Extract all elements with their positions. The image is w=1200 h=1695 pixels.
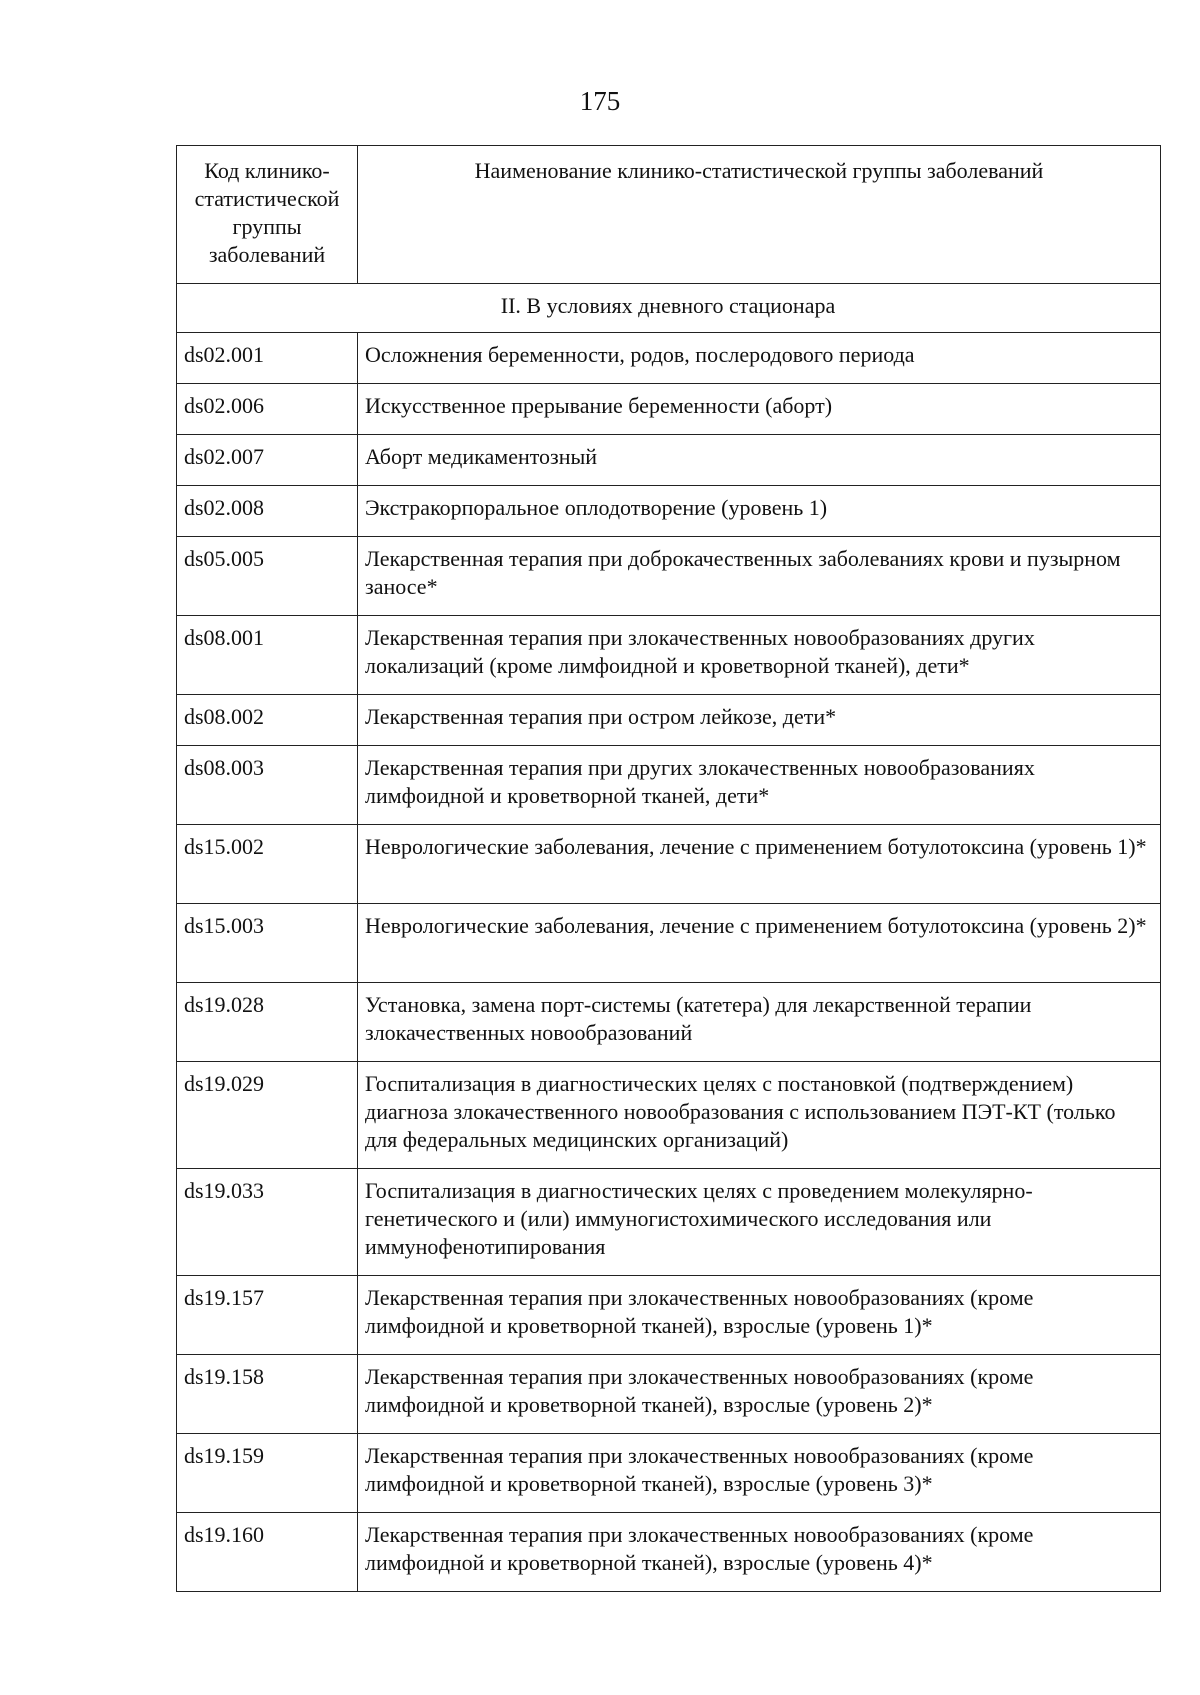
row-name: Неврологические заболевания, лечение с применением ботулотоксина (уровень 2)* — [358, 904, 1161, 983]
table-row — [177, 1434, 1161, 1513]
row-code: ds05.005 — [177, 537, 358, 616]
row-code: ds19.157 — [177, 1276, 358, 1355]
row-code: ds19.160 — [177, 1513, 358, 1592]
row-name: Лекарственная терапия при злокачественных новообразованиях других локализаций (кроме лимфоидной и кроветворной тканей), дети* — [358, 616, 1161, 695]
table-row — [177, 616, 1161, 695]
table-row — [177, 746, 1161, 825]
table-row — [177, 486, 1161, 537]
row-code: ds15.002 — [177, 825, 358, 904]
row-name: Искусственное прерывание беременности (аборт) — [358, 384, 1161, 435]
table-row — [177, 435, 1161, 486]
table-row — [177, 1062, 1161, 1169]
row-name: Лекарственная терапия при других злокачественных новообразованиях лимфоидной и кроветворной тканей, дети* — [358, 746, 1161, 825]
row-name: Неврологические заболевания, лечение с применением ботулотоксина (уровень 1)* — [358, 825, 1161, 904]
row-name: Осложнения беременности, родов, послеродового периода — [358, 333, 1161, 384]
table-header — [177, 146, 1161, 284]
table-row — [177, 983, 1161, 1062]
table-row — [177, 333, 1161, 384]
row-code: ds02.001 — [177, 333, 358, 384]
row-code: ds08.003 — [177, 746, 358, 825]
table-row — [177, 825, 1161, 904]
table-row — [177, 1276, 1161, 1355]
section-row — [177, 284, 1161, 333]
table-row — [177, 695, 1161, 746]
row-code: ds08.002 — [177, 695, 358, 746]
header-name: Наименование клинико-статистической группы заболеваний — [358, 146, 1161, 284]
row-code: ds19.033 — [177, 1169, 358, 1276]
table-row — [177, 1513, 1161, 1592]
row-name: Экстракорпоральное оплодотворение (уровень 1) — [358, 486, 1161, 537]
row-code: ds19.029 — [177, 1062, 358, 1169]
table-row — [177, 384, 1161, 435]
page-number: 175 — [579, 86, 621, 116]
row-name: Лекарственная терапия при злокачественных новообразованиях (кроме лимфоидной и кроветворной тканей), взрослые (уровень 3)* — [358, 1434, 1161, 1513]
row-code: ds02.006 — [177, 384, 358, 435]
row-name: Госпитализация в диагностических целях с проведением молекулярно-генетического и (или) иммуногистохимического исследования или иммунофенотипирования — [358, 1169, 1161, 1276]
row-name: Аборт медикаментозный — [358, 435, 1161, 486]
row-code: ds15.003 — [177, 904, 358, 983]
row-code: ds19.159 — [177, 1434, 358, 1513]
row-code: ds19.158 — [177, 1355, 358, 1434]
table-row — [177, 537, 1161, 616]
header-code: Код клинико-статистической группы заболеваний — [177, 146, 358, 284]
row-name: Госпитализация в диагностических целях с постановкой (подтверждением) диагноза злокачественного новообразования с использованием ПЭТ-КТ (только для федеральных медицинских организаций) — [358, 1062, 1161, 1169]
table-row — [177, 904, 1161, 983]
row-name: Лекарственная терапия при злокачественных новообразованиях (кроме лимфоидной и кроветворной тканей), взрослые (уровень 1)* — [358, 1276, 1161, 1355]
row-name: Установка, замена порт-системы (катетера) для лекарственной терапии злокачественных новообразований — [358, 983, 1161, 1062]
row-name: Лекарственная терапия при злокачественных новообразованиях (кроме лимфоидной и кроветворной тканей), взрослые (уровень 2)* — [358, 1355, 1161, 1434]
table-row — [177, 1355, 1161, 1434]
ksg-table — [176, 145, 1161, 1592]
row-name: Лекарственная терапия при доброкачественных заболеваниях крови и пузырном заносе* — [358, 537, 1161, 616]
row-code: ds02.007 — [177, 435, 358, 486]
row-code: ds19.028 — [177, 983, 358, 1062]
row-name: Лекарственная терапия при остром лейкозе, дети* — [358, 695, 1161, 746]
row-name: Лекарственная терапия при злокачественных новообразованиях (кроме лимфоидной и кроветворной тканей), взрослые (уровень 4)* — [358, 1513, 1161, 1592]
section-title: II. В условиях дневного стационара — [177, 284, 1161, 333]
row-code: ds08.001 — [177, 616, 358, 695]
table-row — [177, 1169, 1161, 1276]
row-code: ds02.008 — [177, 486, 358, 537]
